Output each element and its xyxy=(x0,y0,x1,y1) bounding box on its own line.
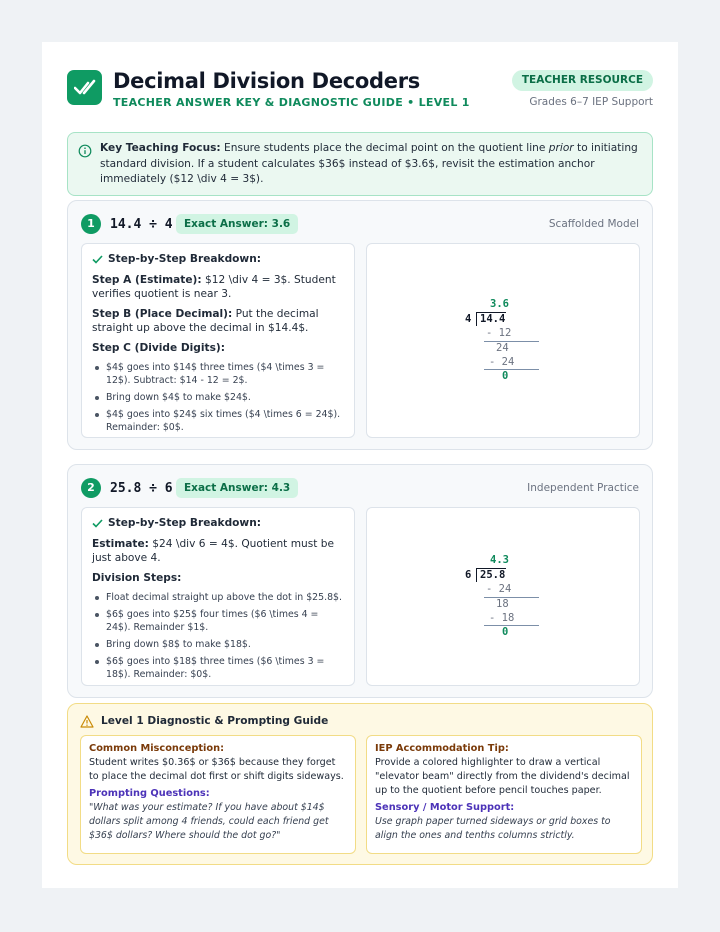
problem-mode: Independent Practice xyxy=(527,482,639,494)
info-icon xyxy=(78,144,92,158)
work-line-1: - 12 xyxy=(486,327,512,339)
worksheet-page xyxy=(42,42,678,888)
problem-mode: Scaffolded Model xyxy=(548,218,639,230)
problem-expression: 14.4 ÷ 4 xyxy=(110,217,173,232)
iep-box xyxy=(366,735,642,854)
list-item: $6$ goes into $25$ four times ($6 \times 4 = 24$). Remainder $1$. xyxy=(92,608,344,634)
sensory-label: Sensory / Motor Support: xyxy=(375,802,515,813)
list-item: $4$ goes into $14$ three times ($4 \times 3 = 12$). Subtract: $14 - 12 = 2$. xyxy=(92,361,344,387)
estimate-label: Estimate: xyxy=(92,538,149,550)
focus-text-before: Ensure students place the decimal point on the quotient line xyxy=(220,142,549,154)
work-line-2: 24 xyxy=(496,342,509,354)
remainder: 0 xyxy=(502,370,509,382)
list-item: $6$ goes into $18$ three times ($6 \times 3 = 18$). Remainder: $0$. xyxy=(92,655,344,681)
work-line-2: 18 xyxy=(496,598,509,610)
breakdown-panel xyxy=(81,507,355,686)
exact-answer-badge: Exact Answer: 4.3 xyxy=(176,478,298,498)
prompting-label: Prompting Questions: xyxy=(89,788,210,799)
diagnostic-guide xyxy=(67,703,653,865)
header xyxy=(67,69,653,111)
breakdown-panel xyxy=(81,243,355,438)
work-line-3: - 24 xyxy=(489,356,515,368)
step-b xyxy=(92,307,344,335)
step-a xyxy=(92,273,344,301)
breakdown-title: Step-by-Step Breakdown: xyxy=(108,517,261,529)
remainder: 0 xyxy=(502,626,509,638)
problem-expression: 25.8 ÷ 6 xyxy=(110,481,173,496)
focus-text xyxy=(100,141,645,188)
breakdown-title: Step-by-Step Breakdown: xyxy=(108,253,261,265)
step-b-label: Step B (Place Decimal): xyxy=(92,308,233,320)
work-line-3: - 18 xyxy=(489,612,515,624)
breakdown-heading xyxy=(92,516,344,530)
focus-emphasis: prior xyxy=(548,142,574,154)
misconception-box xyxy=(80,735,356,854)
page-subtitle: TEACHER ANSWER KEY & DIAGNOSTIC GUIDE • LEVEL 1 xyxy=(113,96,470,109)
iep-text: Provide a colored highlighter to draw a vertical "elevator beam" directly from the dividend's decimal up to the quotient before pencil touches paper. xyxy=(375,757,630,796)
list-item: $4$ goes into $24$ six times ($4 \times 6 = 24$). Remainder: $0$. xyxy=(92,408,344,434)
division-steps-label: Division Steps: xyxy=(92,572,182,584)
warning-icon xyxy=(80,715,94,728)
work-rule-1 xyxy=(484,341,539,342)
work-line-1: - 24 xyxy=(486,583,512,595)
step-a-label: Step A (Estimate): xyxy=(92,274,202,286)
sensory-text: Use graph paper turned sideways or grid boxes to align the ones and tenths columns strictly. xyxy=(375,816,611,841)
work-rule-2 xyxy=(484,625,539,626)
key-teaching-focus-callout xyxy=(67,132,653,196)
dividend: 25.8 xyxy=(480,569,506,581)
focus-text-after: to initiating standard division. If a student calculates $36$ instead of $3.6$, revisit the estimation anchor immediately ($12 \div 4 = 3$). xyxy=(100,142,638,185)
misconception-label: Common Misconception: xyxy=(89,743,225,754)
division-bracket xyxy=(476,312,477,326)
long-division-model xyxy=(465,554,545,638)
page-title: Decimal Division Decoders xyxy=(113,69,420,93)
grades-label: Grades 6–7 IEP Support xyxy=(529,96,653,108)
diagnostic-title: Level 1 Diagnostic & Prompting Guide xyxy=(101,715,329,727)
check-icon xyxy=(92,255,103,264)
step-a-text: $12 \div 4 = 3$. Student verifies quotient is near 3. xyxy=(92,274,336,300)
iep-label: IEP Accommodation Tip: xyxy=(375,743,509,754)
step-c-label: Step C (Divide Digits): xyxy=(92,342,225,354)
divisor: 6 xyxy=(465,569,472,581)
problem-card-2 xyxy=(67,464,653,698)
focus-label: Key Teaching Focus: xyxy=(100,142,221,154)
step-c-list xyxy=(92,361,344,434)
teacher-resource-badge: TEACHER RESOURCE xyxy=(512,70,653,91)
estimate-step xyxy=(92,537,344,565)
quotient: 3.6 xyxy=(490,298,509,310)
work-rule-2 xyxy=(484,369,539,370)
misconception-text: Student writes $0.36$ or $36$ because they forget to place the decimal dot first or shift digits sideways. xyxy=(89,757,344,782)
problem-card-1 xyxy=(67,200,653,450)
dividend: 14.4 xyxy=(480,313,506,325)
list-item: Float decimal straight up above the dot in $25.8$. xyxy=(92,591,344,604)
problem-number: 1 xyxy=(81,214,101,234)
quotient: 4.3 xyxy=(490,554,509,566)
breakdown-heading xyxy=(92,252,344,266)
division-steps-list xyxy=(92,591,344,681)
list-item: Bring down $8$ to make $18$. xyxy=(92,638,344,651)
long-division-panel xyxy=(366,507,640,686)
divisor: 4 xyxy=(465,313,472,325)
division-bracket xyxy=(476,568,477,582)
estimate-text: $24 \div 6 = 4$. Quotient must be just above 4. xyxy=(92,538,335,564)
double-check-icon xyxy=(67,70,102,105)
exact-answer-badge: Exact Answer: 3.6 xyxy=(176,214,298,234)
long-division-model xyxy=(465,298,545,382)
long-division-panel xyxy=(366,243,640,438)
work-rule-1 xyxy=(484,597,539,598)
step-b-text: Put the decimal straight up above the decimal in $14.4$. xyxy=(92,308,319,334)
problem-number: 2 xyxy=(81,478,101,498)
list-item: Bring down $4$ to make $24$. xyxy=(92,391,344,404)
check-icon xyxy=(92,519,103,528)
prompting-text: "What was your estimate? If you have about $14$ dollars split among 4 friends, could each friend get $36$ dollars? Where should the dot go?" xyxy=(89,802,329,841)
